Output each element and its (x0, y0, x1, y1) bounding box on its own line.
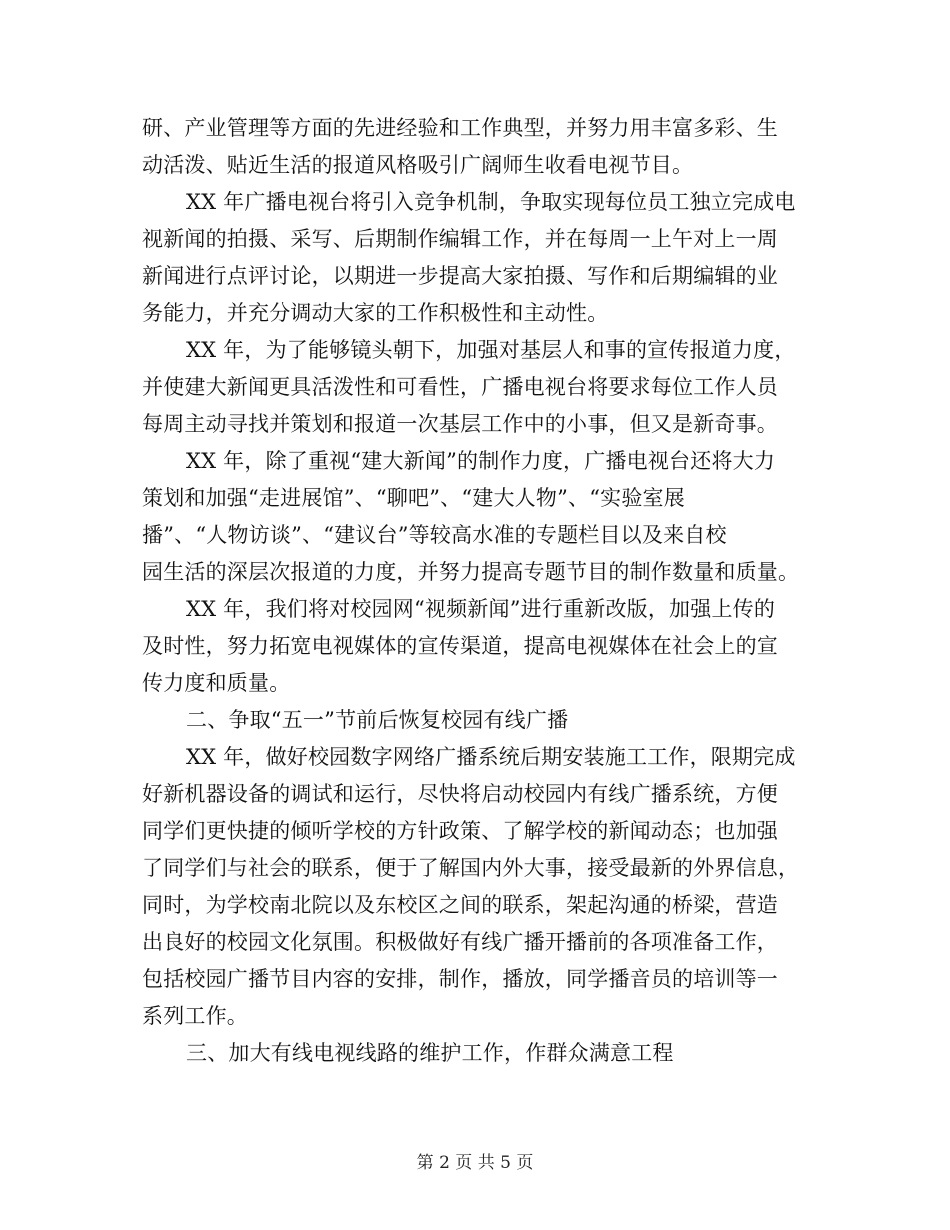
text-line: 播”、“人物访谈”、“建议台”等较高水准的专题栏目以及来自校 (142, 523, 727, 547)
text-line: 传力度和质量。 (142, 671, 291, 695)
text-line: 动活泼、贴近生活的报道风格吸引广阔师生收看电视节目。 (142, 153, 694, 177)
paragraph-start-line: XX 年，为了能够镜头朝下，加强对基层人和事的宣传报道力度， (186, 338, 796, 362)
page-number-footer: 第 2 页 共 5 页 (416, 1153, 534, 1173)
text-line: 并使建大新闻更具活泼性和可看性，广播电视台将要求每位工作人员 (142, 375, 778, 399)
paragraph-start-line: XX 年，做好校园数字网络广播系统后期安装施工工作，限期完成 (186, 745, 796, 769)
paragraph-start-line: XX 年，我们将对校园网“视频新闻”进行重新改版，加强上传的 (186, 597, 776, 621)
section-heading: 二、争取“五一”节前后恢复校园有线广播 (186, 708, 569, 732)
text-line: 同学们更快捷的倾听学校的方针政策、了解学校的新闻动态；也加强 (142, 819, 778, 843)
document-body (142, 110, 812, 1072)
text-line: 每周主动寻找并策划和报道一次基层工作中的小事，但又是新奇事。 (142, 412, 778, 436)
text-line: 务能力，并充分调动大家的工作积极性和主动性。 (142, 301, 609, 325)
text-line: 园生活的深层次报道的力度，并努力提高专题节目的制作数量和质量。 (142, 560, 800, 584)
text-line: 研、产业管理等方面的先进经验和工作典型，并努力用丰富多彩、生 (142, 116, 778, 140)
text-line: 及时性，努力拓宽电视媒体的宣传渠道，提高电视媒体在社会上的宣 (142, 634, 778, 658)
text-line: 策划和加强“走进展馆”、“聊吧”、“建大人物”、“实验室展 (142, 486, 685, 510)
text-line: 系列工作。 (142, 1004, 248, 1028)
paragraph-start-line: XX 年广播电视台将引入竞争机制，争取实现每位员工独立完成电 (186, 190, 796, 214)
text-line: 同时，为学校南北院以及东校区之间的联系，架起沟通的桥梁，营造 (142, 893, 778, 917)
text-line: 了同学们与社会的联系，便于了解国内外大事，接受最新的外界信息， (142, 856, 800, 880)
text-line: 好新机器设备的调试和运行，尽快将启动校园内有线广播系统，方便 (142, 782, 778, 806)
section-heading: 三、加大有线电视线路的维护工作，作群众满意工程 (186, 1041, 674, 1065)
text-line: 新闻进行点评讨论，以期进一步提高大家拍摄、写作和后期编辑的业 (142, 264, 778, 288)
text-line: 出良好的校园文化氛围。积极做好有线广播开播前的各项准备工作， (142, 930, 778, 954)
text-line: 视新闻的拍摄、采写、后期制作编辑工作，并在每周一上午对上一周 (142, 227, 778, 251)
text-line: 包括校园广播节目内容的安排，制作，播放，同学播音员的培训等一 (142, 967, 778, 991)
paragraph-start-line: XX 年，除了重视“建大新闻”的制作力度，广播电视台还将大力 (186, 449, 776, 473)
